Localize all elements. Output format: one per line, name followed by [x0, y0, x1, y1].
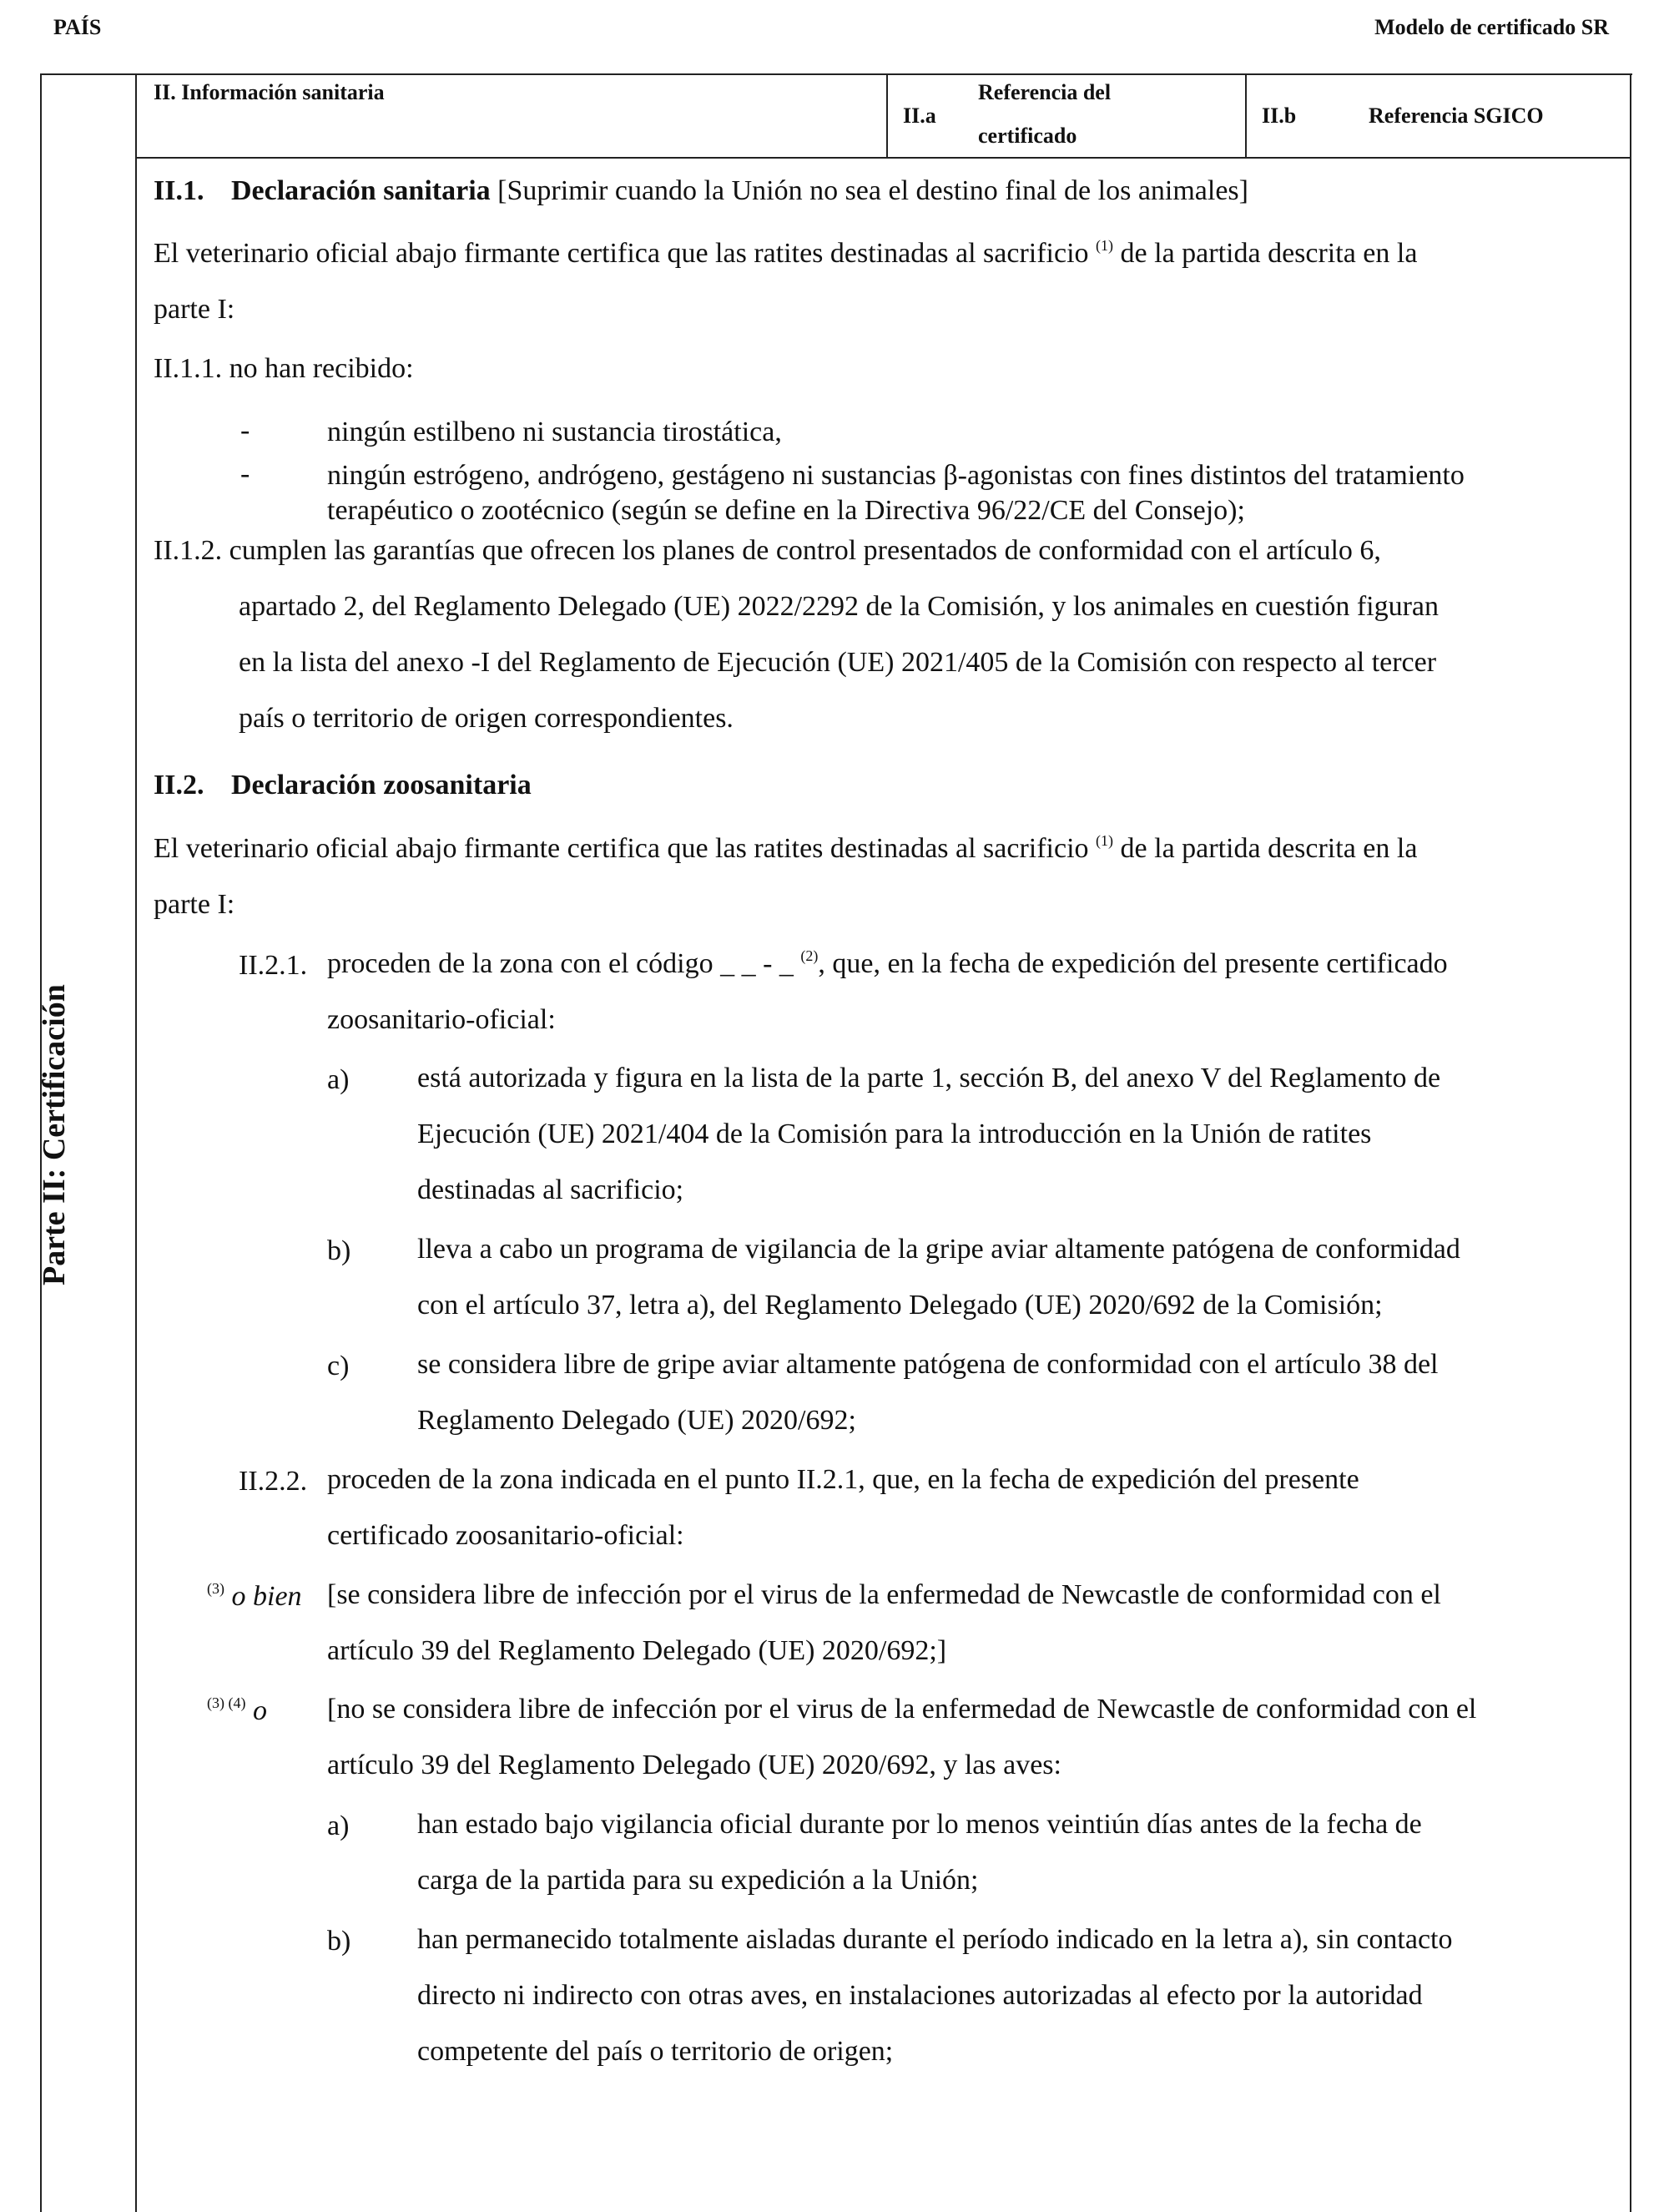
section-ii1-note: [Suprimir cuando la Unión no sea el destino final de los animales]: [497, 175, 1248, 206]
frame-right-line: [1630, 73, 1631, 2212]
item-ii21-text: [327, 936, 1629, 1048]
item-ii12-line-2: apartado 2, del Reglamento Delegado (UE) 2022/2292 de la Comisión, y los animales en cuestión figuran: [239, 591, 1440, 622]
footnote-ref-3: (3): [207, 1580, 224, 1597]
side-label: Parte II: Certificación: [37, 984, 72, 1285]
table-divider-a: [886, 73, 888, 159]
bullet-dash-2: -: [240, 458, 250, 489]
sub-a-label: a): [327, 1064, 350, 1095]
option-o-line-2: artículo 39 del Reglamento Delegado (UE) 2020/692, y las aves:: [327, 1750, 1061, 1780]
option-o-sub-b-text: [417, 1912, 1453, 2079]
item-ii12-line-3: en la lista del anexo -I del Reglamento de Ejecución (UE) 2021/405 de la Comisión con respecto al tercer: [239, 647, 1437, 678]
bullet-dash-1: -: [240, 415, 250, 446]
section-ii2-heading: [154, 770, 532, 801]
sub-b-text: [417, 1221, 1460, 1333]
footnote-ref-1b: (1): [1096, 832, 1114, 849]
option-o-sub-a-label: a): [327, 1811, 350, 1841]
option-o-bien-line-1: [se considera libre de infección por el virus de la enfermedad de Newcastle de conformidad con el: [327, 1579, 1441, 1610]
item-ii12-first: II.1.2. cumplen las garantías que ofrecen los planes de control presentados de conformidad con el artículo 6,: [154, 535, 1381, 566]
sub-b-line-1: lleva a cabo un programa de vigilancia de la gripe aviar altamente patógena de conformidad: [417, 1234, 1460, 1265]
section-ii1-intro: [154, 225, 1622, 337]
option-o-bien-line-2: artículo 39 del Reglamento Delegado (UE) 2020/692;]: [327, 1635, 947, 1666]
ref-a-label-1: Referencia del: [978, 80, 1112, 104]
option-o-marker: [207, 1695, 267, 1727]
intro2-text-c: parte I:: [154, 889, 235, 920]
section-ii2-num: II.2.: [154, 770, 204, 800]
footnote-ref-1: (1): [1096, 237, 1114, 254]
sub-c-text: [417, 1336, 1439, 1448]
header-country: PAÍS: [53, 15, 102, 39]
ref-b-label: Referencia SGICO: [1369, 104, 1544, 128]
item-ii22-line-2: certificado zoosanitario-oficial:: [327, 1520, 684, 1551]
section-ii1-num: II.1.: [154, 175, 204, 206]
item-ii12-cont: [239, 578, 1439, 746]
intro2-text-a: El veterinario oficial abajo firmante certifica que las ratites destinadas al sacrificio: [154, 833, 1089, 864]
frame-top-line: [40, 73, 1632, 75]
option-o-line-1: [no se considera libre de infección por el virus de la enfermedad de Newcastle de conformidad con el: [327, 1694, 1477, 1725]
bullet-2-line-2: terapéutico o zootécnico (según se define en la Directiva 96/22/CE del Consejo);: [327, 495, 1245, 526]
section-ii1-heading: [154, 175, 1248, 207]
section-ii2-intro: [154, 821, 1622, 932]
table-bottom-line: [135, 157, 1631, 159]
option-o-sub-b-line-3: competente del país o territorio de origen;: [417, 2036, 894, 2067]
item-ii21-text-a: proceden de la zona con el código _ _ - _: [327, 948, 794, 979]
intro-text-b: de la partida descrita en la: [1120, 238, 1418, 269]
item-ii12-line-4: país o territorio de origen correspondientes.: [239, 703, 734, 734]
table-divider-b: [1245, 73, 1247, 159]
option-o-sub-a-line-1: han estado bajo vigilancia oficial durante por lo menos veintiún días antes de la fecha de: [417, 1809, 1422, 1840]
item-ii21-num: II.2.1.: [239, 950, 308, 981]
side-column-divider: [135, 73, 137, 2212]
intro-text-c: parte I:: [154, 294, 235, 325]
ref-a-label-2: certificado: [978, 124, 1077, 148]
option-o-sub-b-line-1: han permanecido totalmente aisladas durante el período indicado en la letra a), sin contacto: [417, 1924, 1453, 1955]
footnote-ref-2: (2): [800, 947, 819, 964]
sub-a-text: [417, 1050, 1440, 1218]
ref-b-code: II.b: [1262, 104, 1297, 128]
option-o-bien-text: [327, 1567, 1441, 1679]
item-ii22-num: II.2.2.: [239, 1466, 308, 1497]
option-o-bien-marker: [207, 1581, 302, 1613]
sub-c-label: c): [327, 1351, 350, 1381]
section-ii1-title: Declaración sanitaria: [230, 175, 491, 206]
section-ii2-title: Declaración zoosanitaria: [230, 770, 532, 800]
sub-b-label: b): [327, 1235, 351, 1266]
item-ii22-line-1: proceden de la zona indicada en el punto II.2.1, que, en la fecha de expedición del presente: [327, 1464, 1359, 1495]
table-section-label: II. Información sanitaria: [154, 80, 385, 104]
option-o-sub-a-text: [417, 1796, 1422, 1908]
option-o-word: o: [252, 1695, 267, 1726]
sub-a-line-2: Ejecución (UE) 2021/404 de la Comisión para la introducción en la Unión de ratites: [417, 1119, 1372, 1149]
intro-text-a: El veterinario oficial abajo firmante certifica que las ratites destinadas al sacrificio: [154, 238, 1089, 269]
option-o-sub-b-label: b): [327, 1926, 351, 1957]
footnote-ref-3-4: (3) (4): [207, 1694, 246, 1711]
option-o-text: [327, 1681, 1476, 1793]
option-o-bien-word: o bien: [231, 1581, 302, 1612]
bullet-1-text: ningún estilbeno ni sustancia tirostática,: [327, 417, 782, 447]
item-ii21-text-c: zoosanitario-oficial:: [327, 1004, 556, 1035]
sub-c-line-2: Reglamento Delegado (UE) 2020/692;: [417, 1405, 856, 1436]
sub-c-line-1: se considera libre de gripe aviar altamente patógena de conformidad con el artículo 38 del: [417, 1349, 1439, 1380]
bullet-2-text: [327, 458, 1465, 528]
sub-a-line-3: destinadas al sacrificio;: [417, 1174, 684, 1205]
item-ii11: II.1.1. no han recibido:: [154, 353, 414, 384]
bullet-2-line-1: ningún estrógeno, andrógeno, gestágeno ni sustancias β-agonistas con fines distintos del tratamiento: [327, 460, 1465, 491]
header-model: Modelo de certificado SR: [1374, 15, 1609, 39]
intro2-text-b: de la partida descrita en la: [1120, 833, 1418, 864]
item-ii21-text-b: , que, en la fecha de expedición del presente certificado: [818, 948, 1448, 979]
item-ii22-text: [327, 1452, 1359, 1563]
option-o-sub-a-line-2: carga de la partida para su expedición a la Unión;: [417, 1865, 979, 1896]
sub-a-line-1: está autorizada y figura en la lista de la parte 1, sección B, del anexo V del Reglamento de: [417, 1063, 1441, 1093]
ref-a-code: II.a: [903, 104, 936, 128]
sub-b-line-2: con el artículo 37, letra a), del Reglamento Delegado (UE) 2020/692 de la Comisión;: [417, 1290, 1383, 1321]
option-o-sub-b-line-2: directo ni indirecto con otras aves, en instalaciones autorizadas al efecto por la autoridad: [417, 1980, 1423, 2011]
